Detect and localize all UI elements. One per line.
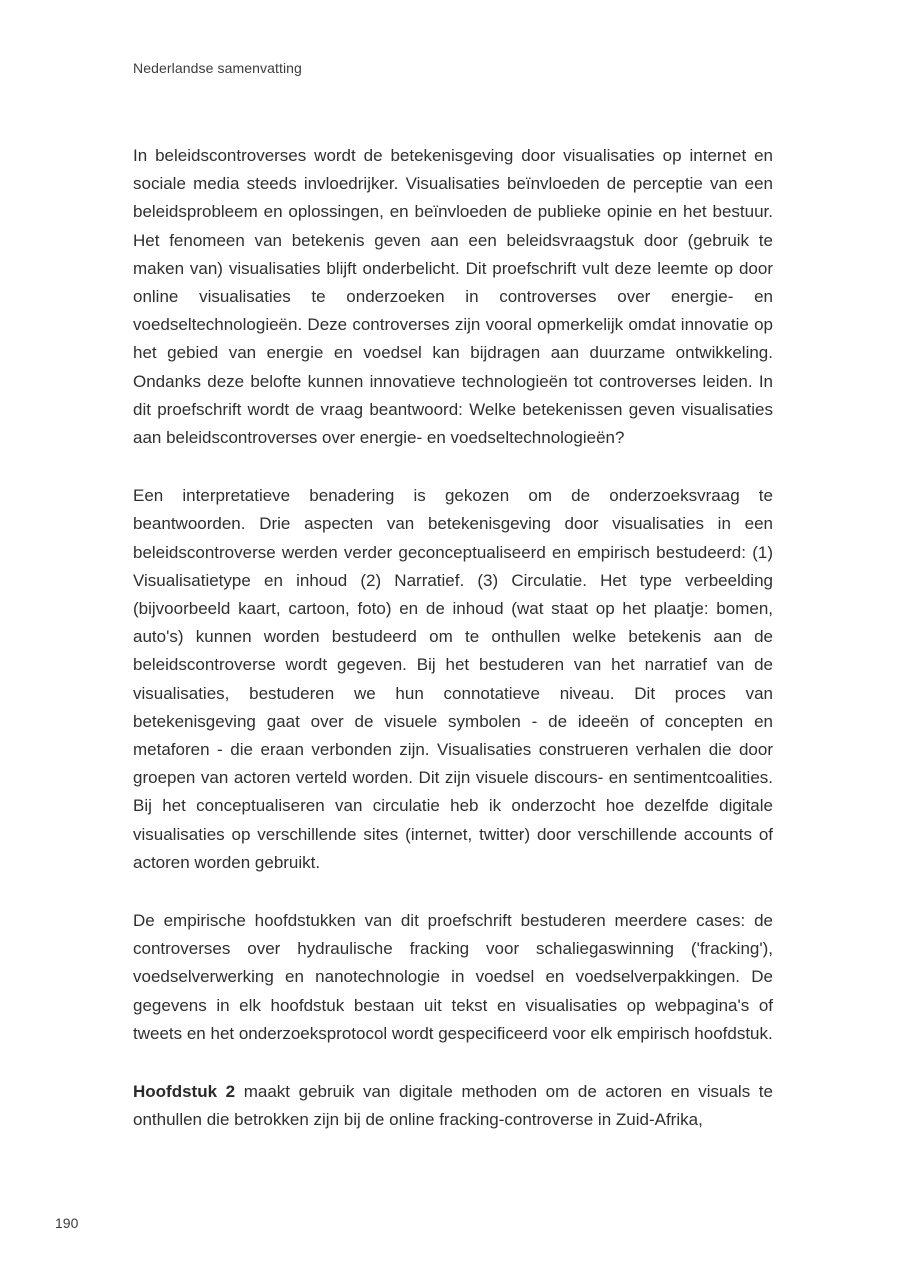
- chapter-2-lead: Hoofdstuk 2: [133, 1082, 236, 1102]
- paragraph-chapter-2: [133, 1078, 773, 1134]
- running-header: Nederlandse samenvatting: [133, 60, 302, 76]
- chapter-2-text: maakt gebruik van digitale methoden om de actoren en visuals te onthullen die betrokken zijn bij de online fracking-controverse in Zuid-Afrika,: [133, 1082, 773, 1130]
- paragraph-cases: De empirische hoofdstukken van dit proefschrift bestuderen meerdere cases: de controverses over hydraulische fracking voor schaliegaswinning ('fracking'), voedselverwerking en nanotechnologie in voedsel en voedselverpakkingen. De gegevens in elk hoofdstuk bestaan uit tekst en visualisaties op webpagina's of tweets en het onderzoeksprotocol wordt gespecificeerd voor elk empirisch hoofdstuk.: [133, 911, 773, 1043]
- paragraph-approach: Een interpretatieve benadering is gekozen om de onderzoeksvraag te beantwoorden. Drie aspecten van betekenisgeving door visualisaties in een beleidscontroverse werden verder geconceptualiseerd en empirisch bestudeerd: (1) Visualisatietype en inhoud (2) Narratief. (3) Circulatie. Het type verbeelding (bijvoorbeeld kaart, cartoon, foto) en de inhoud (wat staat op het plaatje: bomen, auto's) kunnen worden bestudeerd om te onthullen welke betekenis aan de beleidscontroverse wordt gegeven. Bij het bestuderen van het narratief van de visualisaties, bestuderen we hun connotatieve niveau. Dit proces van betekenisgeving gaat over de visuele symbolen - de ideeën of concepten en metaforen - die eraan verbonden zijn. Visualisaties construeren verhalen die door groepen van actoren verteld worden. Dit zijn visuele discours- en sentimentcoalities. Bij het conceptualiseren van circulatie heb ik onderzocht hoe dezelfde digitale visualisaties op verschillende sites (internet, twitter) door verschillende accounts of actoren worden gebruikt.: [133, 486, 773, 872]
- paragraph-intro: In beleidscontroverses wordt de betekenisgeving door visualisaties op internet en sociale media steeds invloedrijker. Visualisaties beïnvloeden de perceptie van een beleidsprobleem en oplossingen, en beïnvloeden de publieke opinie en het bestuur. Het fenomeen van betekenis geven aan een beleidsvraagstuk door (gebruik te maken van) visualisaties blijft onderbelicht. Dit proefschrift vult deze leemte op door online visualisaties te onderzoeken in controverses over energie- en voedseltechnologieën. Deze controverses zijn vooral opmerkelijk omdat innovatie op het gebied van energie en voedsel kan bijdragen aan duurzame ontwikkeling. Ondanks deze belofte kunnen innovatieve technologieën tot controverses leiden. In dit proefschrift wordt de vraag beantwoord: Welke betekenissen geven visualisaties aan beleidscontroverses over energie- en voedseltechnologieën?: [133, 146, 773, 448]
- page-number: 190: [55, 1215, 79, 1231]
- body-text: [133, 142, 773, 1135]
